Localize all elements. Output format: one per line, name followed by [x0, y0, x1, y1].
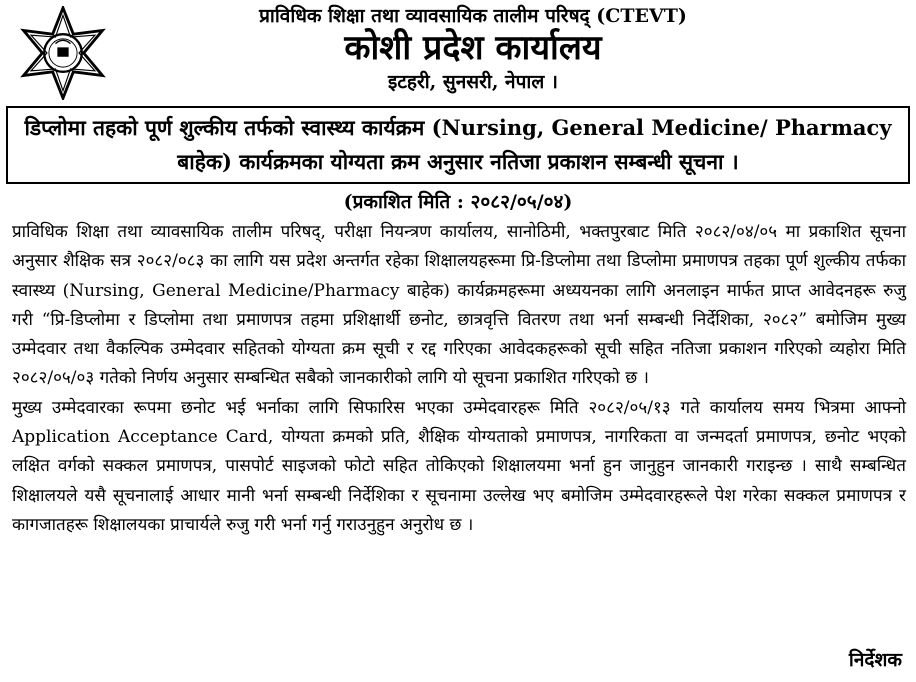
letterhead-text	[0, 4, 916, 96]
signatory: निर्देशक	[848, 649, 902, 671]
council-name: प्राविधिक शिक्षा तथा व्यावसायिक तालीम परिषद् (CTEVT)	[259, 5, 687, 27]
office-name: कोशी प्रदेश कार्यालय	[344, 28, 602, 68]
notice-paragraph-1: प्राविधिक शिक्षा तथा व्यावसायिक तालीम परिषद्, परीक्षा नियन्त्रण कार्यालय, सानोठिमी, भक्तपुरबाट मिति २०८२/०४/०५ मा प्रकाशित सूचना अनुसार शैक्षिक सत्र २०८२/०८३ का लागि यस प्रदेश अन्तर्गत रहेका शिक्षालयहरूमा प्रि-डिप्लोमा तथा डिप्लोमा प्रमाणपत्र तहका पूर्ण शुल्कीय तर्फका स्वास्थ्य (Nursing, General Medicine/Pharmacy बाहेक) कार्यक्रमहरूमा अध्ययनका लागि अनलाइन मार्फत प्राप्त आवेदनहरू रुजु गरी “प्रि-डिप्लोमा र डिप्लोमा तथा प्रमाणपत्र तहमा प्रशिक्षार्थी छनोट, छात्रवृत्ति वितरण तथा भर्ना सम्बन्धी निर्देशिका, २०८२” बमोजिम मुख्य उम्मेदवार तथा वैकल्पिक उम्मेदवार सहितको योग्यता क्रम सूची र रद्द गरिएका आवेदकहरूको सूची सहित नतिजा प्रकाशन गरिएको व्यहोरा मिति २०८२/०५/०३ गतेको निर्णय अनुसार सम्बन्धित सबैको जानकारीको लागि यो सूचना प्रकाशित गरिएको छ ।	[12, 222, 906, 389]
office-address: इटहरी, सुनसरी, नेपाल ।	[387, 71, 559, 93]
notice-paragraph-2: मुख्य उम्मेदवारका रूपमा छनोट भई भर्नाका लागि सिफारिस भएका उम्मेदवारहरू मिति २०८२/०५/१३ गते कार्यालय समय भित्रमा आफ्नो Application Acceptance Card, योग्यता क्रमको प्रति, शैक्षिक योग्यताको प्रमाणपत्र, नागरिकता वा जन्मदर्ता प्रमाणपत्र, छनोट भएको लक्षित वर्गको सक्कल प्रमाणपत्र, पासपोर्ट साइजको फोटो सहित तोकिएको शिक्षालयमा भर्ना हुन जानुहुन जानकारी गराइन्छ । साथै सम्बन्धित शिक्षालयले यसै सूचनालाई आधार मानी भर्ना सम्बन्धी निर्देशिका र सूचनामा उल्लेख भए बमोजिम उम्मेदवारहरूले पेश गरेका सक्कल प्रमाणपत्र र कागजातहरू शिक्षालयका प्राचार्यले रुजु गरी भर्ना गर्नु गराउनुहुन अनुरोध छ ।	[12, 397, 906, 535]
notice-title: डिप्लोमा तहको पूर्ण शुल्कीय तर्फको स्वास्थ्य कार्यक्रम (Nursing, General Medicine/ Pharmacy बाहेक) कार्यक्रमका योग्यता क्रम अनुसार नतिजा प्रकाशन सम्बन्धी सूचना ।	[6, 106, 910, 184]
notice-body	[12, 218, 906, 540]
letterhead	[0, 0, 916, 104]
published-date: (प्रकाशित मिति : २०८२/०५/०४)	[343, 191, 573, 213]
